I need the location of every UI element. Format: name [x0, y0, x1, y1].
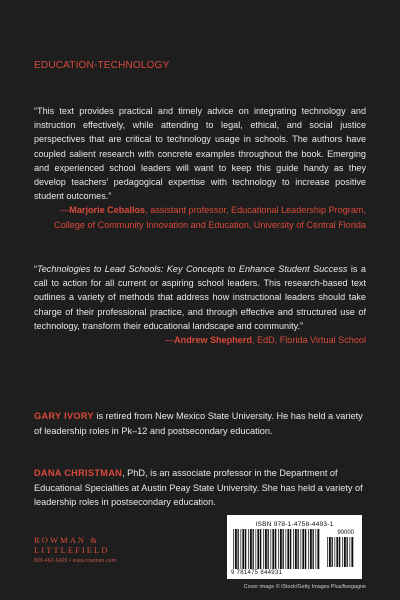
barcode-number: 9 781475 844931 [231, 570, 283, 576]
barcode-bars [233, 529, 321, 569]
publisher-logo [34, 535, 134, 564]
barcode-bar [308, 529, 309, 569]
publisher-line-1: ROWMAN & [34, 535, 99, 545]
quote-2-open: “ [34, 264, 38, 274]
addon-number: 90000 [337, 530, 354, 536]
quote-1-attribution [34, 203, 366, 231]
barcode-bar [287, 529, 289, 569]
publisher-line-2: LITTLEFIELD [34, 545, 110, 555]
barcode-bar [293, 529, 294, 569]
barcode-bar [257, 529, 259, 569]
barcode-bar [263, 529, 264, 569]
quote-2-book-title: Technologies to Lead Schools: Key Concepts to Enhance Student Success [37, 264, 348, 274]
endorsement-quote-1 [34, 104, 366, 232]
barcode-bar [310, 529, 312, 569]
quote-2-attribution [34, 333, 366, 347]
cover-image-credit: Cover image © iStock/Getty Images Plus/lisegagne [243, 584, 366, 590]
barcode-bar [275, 529, 276, 569]
barcode-bar [280, 529, 282, 569]
quote-2-dash: — [165, 335, 175, 346]
barcode-bar [242, 529, 244, 569]
barcode-bar [278, 529, 279, 569]
quote-1-author-role: , assistant professor, Educational Leadership Program, College of Community Innovation and Education, University of Central Florida [54, 205, 366, 230]
quote-1-text: “This text provides practical and timely advice on integrating technology and instruction effectively, while attending to legal, ethical, and social justice perspectives that are critical to technology usage in schools. The authors have coupled salient research with concrete examples throughout the book. Emerging and experienced school leaders will want to keep this guide handy as they develop teachers’ pedagogical expertise with technology to increase positive student outcomes.” [34, 106, 366, 202]
isbn-barcode [227, 515, 362, 579]
barcode-bar [260, 529, 261, 569]
barcode-bar [317, 529, 319, 569]
quote-2-text: is a call to action for all current or aspiring school leaders. This research-based text outlines a variety of methods that address how instructional leaders should take charge of their professional practice, and through effective and structured use of technology, transform their educational landscape and community.” [34, 264, 366, 331]
barcode-bar [241, 529, 242, 569]
endorsement-quote-2 [34, 262, 366, 347]
barcode-bar [350, 537, 351, 567]
barcode-bar [329, 537, 331, 567]
barcode-bar [233, 529, 234, 569]
barcode-bar [245, 529, 246, 569]
barcode-bar [305, 529, 306, 569]
barcode-bar [351, 537, 353, 567]
barcode-bar [238, 529, 239, 569]
barcode-bar [332, 537, 333, 567]
publisher-contact: 800-462-6420 • www.rowman.com [34, 558, 117, 564]
barcode-bar [335, 537, 336, 567]
barcode-bar [272, 529, 274, 569]
quote-2-author: Andrew Shepherd [174, 335, 252, 346]
barcode-bar [235, 529, 237, 569]
isbn-text: ISBN 978-1-4758-4493-1 [255, 521, 334, 528]
barcode-bar [316, 529, 317, 569]
barcode-bar [286, 529, 287, 569]
author-1-name: GARY IVORY [34, 411, 94, 421]
barcode-bar [268, 529, 269, 569]
barcode-bar [313, 529, 314, 569]
author-2-name: DANA CHRISTMAN [34, 468, 123, 478]
barcode-bar [283, 529, 284, 569]
barcode-bar [339, 537, 340, 567]
barcode-bar [253, 529, 254, 569]
category-label: EDUCATION-TECHNOLOGY [34, 60, 170, 71]
author-bio-2 [34, 466, 366, 510]
author-2-bio-text: , PhD, is an associate professor in the Department of Educational Specialties at Austin Peay State University. She has held a variety of leadership roles in postsecondary education. [34, 468, 363, 508]
barcode-bar [256, 529, 257, 569]
author-1-bio-text: is retired from New Mexico State University. He has held a variety of leadership roles in Pk–12 and postsecondary education. [34, 411, 363, 436]
barcode-bar [302, 529, 304, 569]
barcode-bar [295, 529, 297, 569]
barcode-bar [290, 529, 291, 569]
barcode-bar [301, 529, 302, 569]
quote-1-author: Marjorie Ceballos [69, 205, 146, 216]
barcode-bar [347, 537, 348, 567]
barcode-bar [327, 537, 328, 567]
barcode-bar [248, 529, 249, 569]
barcode-bar [336, 537, 338, 567]
barcode-bar [342, 537, 343, 567]
barcode-bar [344, 537, 346, 567]
quote-2-author-role: , EdD, Florida Virtual School [251, 335, 366, 346]
barcode-bar [265, 529, 267, 569]
quote-1-dash: — [60, 205, 70, 216]
addon-barcode-bars [327, 537, 355, 567]
barcode-bar [298, 529, 299, 569]
barcode-bar [250, 529, 252, 569]
barcode-bar [271, 529, 272, 569]
author-bio-1 [34, 409, 366, 438]
